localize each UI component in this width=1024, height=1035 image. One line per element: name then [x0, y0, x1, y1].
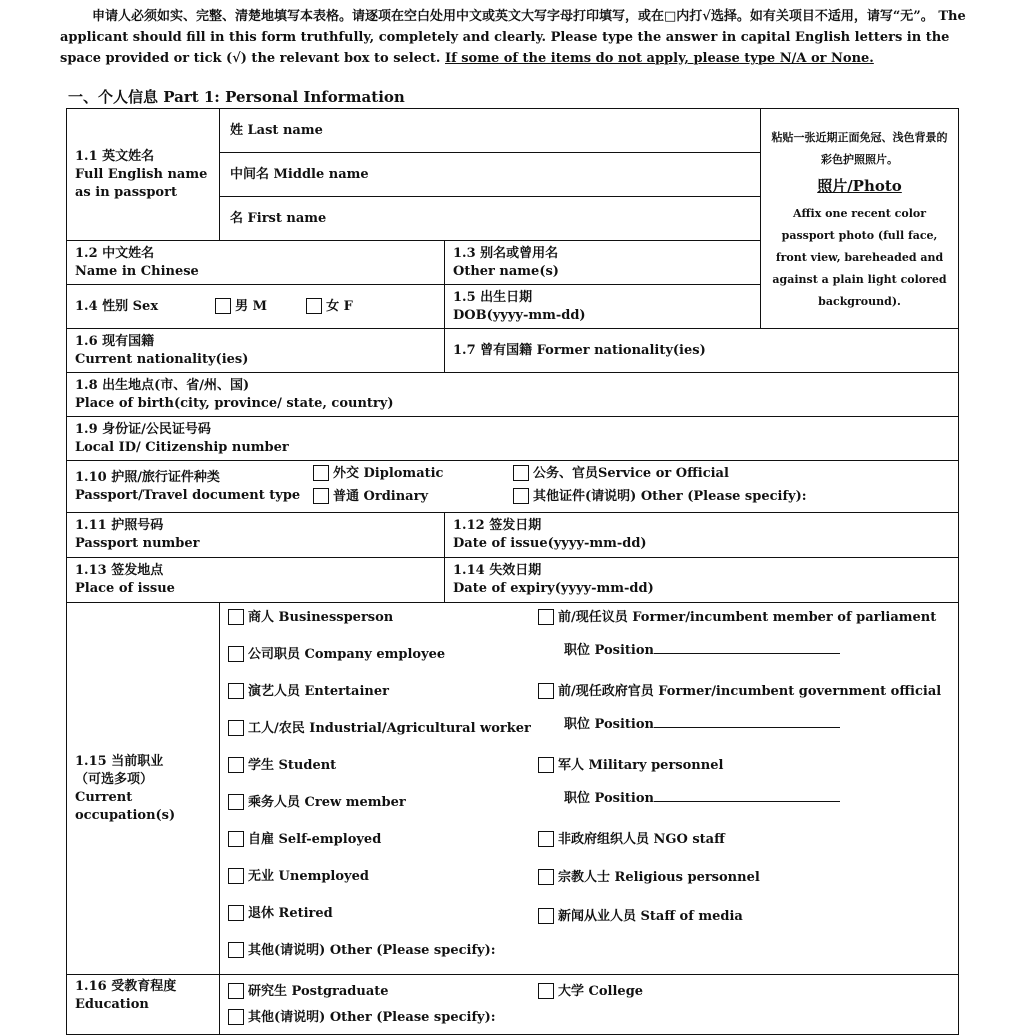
student-checkbox[interactable]: [228, 757, 244, 773]
former-nationality-field[interactable]: 1.7 曾有国籍 Former nationality(ies): [445, 329, 959, 373]
gov-official-label: 前/现任政府官员 Former/incumbent government official: [558, 684, 942, 699]
self-employed-label: 自雇 Self-employed: [248, 832, 382, 847]
ordinary-checkbox[interactable]: [313, 488, 329, 504]
instructions-en: The applicant should fill in this form truthfully, completely and clearly. Please type the answer in capital English letters in the space provided or tick (√) the relevant box to select.: [60, 9, 966, 66]
retired-label: 退休 Retired: [248, 906, 333, 921]
other-names-field[interactable]: 1.3 别名或曾用名 Other name(s): [445, 241, 761, 285]
ngo-label: 非政府组织人员 NGO staff: [558, 832, 725, 847]
issue-place-field[interactable]: 1.13 签发地点 Place of issue: [67, 558, 445, 603]
sex-field: [67, 285, 445, 329]
crew-member-label: 乘务人员 Crew member: [248, 795, 406, 810]
photo-instruction-cn: 粘贴一张近期正面免冠、浅色背景的彩色护照照片。: [771, 131, 948, 166]
name-fields: [220, 109, 761, 241]
college-label: 大学 College: [558, 984, 644, 999]
military-position-label: 职位 Position: [564, 791, 654, 806]
education-other-label: 其他(请说明) Other (Please specify):: [248, 1010, 496, 1025]
industrial-agricultural-worker-checkbox[interactable]: [228, 720, 244, 736]
unemployed-label: 无业 Unemployed: [248, 869, 369, 884]
education-options: [220, 975, 959, 1035]
businessperson-checkbox[interactable]: [228, 609, 244, 625]
company-employee-label: 公司职员 Company employee: [248, 647, 446, 662]
businessperson-label: 商人 Businessperson: [248, 610, 394, 625]
photo-box[interactable]: [761, 109, 959, 329]
parliament-position-input[interactable]: [654, 640, 840, 654]
section-title: 一、个人信息 Part 1: Personal Information: [68, 88, 405, 106]
occupation-option: [228, 868, 369, 886]
education-other-checkbox[interactable]: [228, 1009, 244, 1025]
nationality-field[interactable]: 1.6 现有国籍 Current nationality(ies): [67, 329, 445, 373]
other-document-label: 其他证件(请说明) Other (Please specify):: [533, 488, 807, 504]
photo-instruction-en: Affix one recent color passport photo (full face, front view, bareheaded and against a plain light colored background).: [772, 207, 947, 308]
passport-type-field: [67, 461, 959, 513]
instructions-cn: 申请人必须如实、完整、清楚地填写本表格。请逐项在空白处用中文或英文大写字母打印填写，或在□内打√选择。如有关项目不适用，请写“无”。: [92, 9, 934, 24]
military-checkbox[interactable]: [538, 757, 554, 773]
religious-checkbox[interactable]: [538, 869, 554, 885]
occupation-option: [228, 720, 531, 738]
service-label: 公务、官员Service or Official: [533, 465, 729, 481]
photo-title: 照片/Photo: [817, 177, 902, 195]
local-id-field[interactable]: 1.9 身份证/公民证号码 Local ID/ Citizenship number: [67, 417, 959, 461]
female-label: 女 F: [326, 298, 353, 314]
entertainer-label: 演艺人员 Entertainer: [248, 684, 389, 699]
occupation-option: [228, 794, 406, 812]
unemployed-checkbox[interactable]: [228, 868, 244, 884]
military-position-input[interactable]: [654, 788, 840, 802]
occupation-options: [220, 603, 959, 975]
occupation-option: [228, 646, 445, 664]
passport-number-field[interactable]: 1.11 护照号码 Passport number: [67, 513, 445, 558]
postgraduate-checkbox[interactable]: [228, 983, 244, 999]
retired-checkbox[interactable]: [228, 905, 244, 921]
instructions-na-note: If some of the items do not apply, please type N/A or None.: [445, 51, 874, 66]
occupation-other-checkbox[interactable]: [228, 942, 244, 958]
service-checkbox[interactable]: [513, 465, 529, 481]
passport-type-label-cn: 1.10 护照/旅行证件种类: [75, 469, 220, 485]
occupation-option: [228, 942, 496, 960]
occupation-label: 1.15 当前职业 （可选多项） Current occupation(s): [67, 603, 220, 975]
gov-official-position-input[interactable]: [654, 714, 840, 728]
postgraduate-label: 研究生 Postgraduate: [248, 984, 389, 999]
last-name-field[interactable]: 姓 Last name: [220, 109, 760, 153]
occupation-option: [228, 683, 389, 701]
occupation-grid: [220, 603, 958, 973]
college-checkbox[interactable]: [538, 983, 554, 999]
first-name-field[interactable]: 名 First name: [230, 211, 327, 226]
ngo-checkbox[interactable]: [538, 831, 554, 847]
personal-info-table: [66, 108, 959, 1035]
chinese-name-field[interactable]: 1.2 中文姓名 Name in Chinese: [67, 241, 445, 285]
religious-label: 宗教人士 Religious personnel: [558, 870, 760, 885]
ordinary-label: 普通 Ordinary: [333, 488, 429, 504]
birthplace-field[interactable]: 1.8 出生地点(市、省/州、国) Place of birth(city, province/ state, country): [67, 373, 959, 417]
industrial-agricultural-worker-label: 工人/农民 Industrial/Agricultural worker: [248, 721, 531, 736]
diplomatic-checkbox[interactable]: [313, 465, 329, 481]
occupation-option: [228, 757, 336, 775]
occupation-option: [228, 609, 393, 627]
parliament-position-label: 职位 Position: [564, 643, 654, 658]
education-label: 1.16 受教育程度 Education: [67, 975, 220, 1035]
male-checkbox[interactable]: [215, 298, 231, 314]
instructions: [60, 6, 966, 69]
occupation-other-label: 其他(请说明) Other (Please specify):: [248, 943, 496, 958]
issue-date-field[interactable]: 1.12 签发日期 Date of issue(yyyy-mm-dd): [445, 513, 959, 558]
self-employed-checkbox[interactable]: [228, 831, 244, 847]
male-label: 男 M: [235, 298, 268, 314]
occupation-option: [228, 905, 333, 923]
middle-name-field[interactable]: 中间名 Middle name: [220, 153, 760, 197]
sex-label: 1.4 性别 Sex: [75, 298, 159, 314]
female-checkbox[interactable]: [306, 298, 322, 314]
military-label: 军人 Military personnel: [558, 758, 724, 773]
student-label: 学生 Student: [248, 758, 337, 773]
other-document-checkbox[interactable]: [513, 488, 529, 504]
entertainer-checkbox[interactable]: [228, 683, 244, 699]
gov-official-position-label: 职位 Position: [564, 717, 654, 732]
diplomatic-label: 外交 Diplomatic: [333, 465, 444, 481]
company-employee-checkbox[interactable]: [228, 646, 244, 662]
parliament-label: 前/现任议员 Former/incumbent member of parliament: [558, 610, 937, 625]
occupation-option: [228, 831, 381, 849]
parliament-checkbox[interactable]: [538, 609, 554, 625]
gov-official-checkbox[interactable]: [538, 683, 554, 699]
expiry-date-field[interactable]: 1.14 失效日期 Date of expiry(yyyy-mm-dd): [445, 558, 959, 603]
dob-field[interactable]: 1.5 出生日期 DOB(yyyy-mm-dd): [445, 285, 761, 329]
passport-type-label-en: Passport/Travel document type: [75, 487, 301, 503]
crew-member-checkbox[interactable]: [228, 794, 244, 810]
media-label: 新闻从业人员 Staff of media: [558, 909, 743, 924]
media-checkbox[interactable]: [538, 908, 554, 924]
full-name-label: 1.1 英文姓名 Full English name as in passport: [67, 109, 220, 241]
